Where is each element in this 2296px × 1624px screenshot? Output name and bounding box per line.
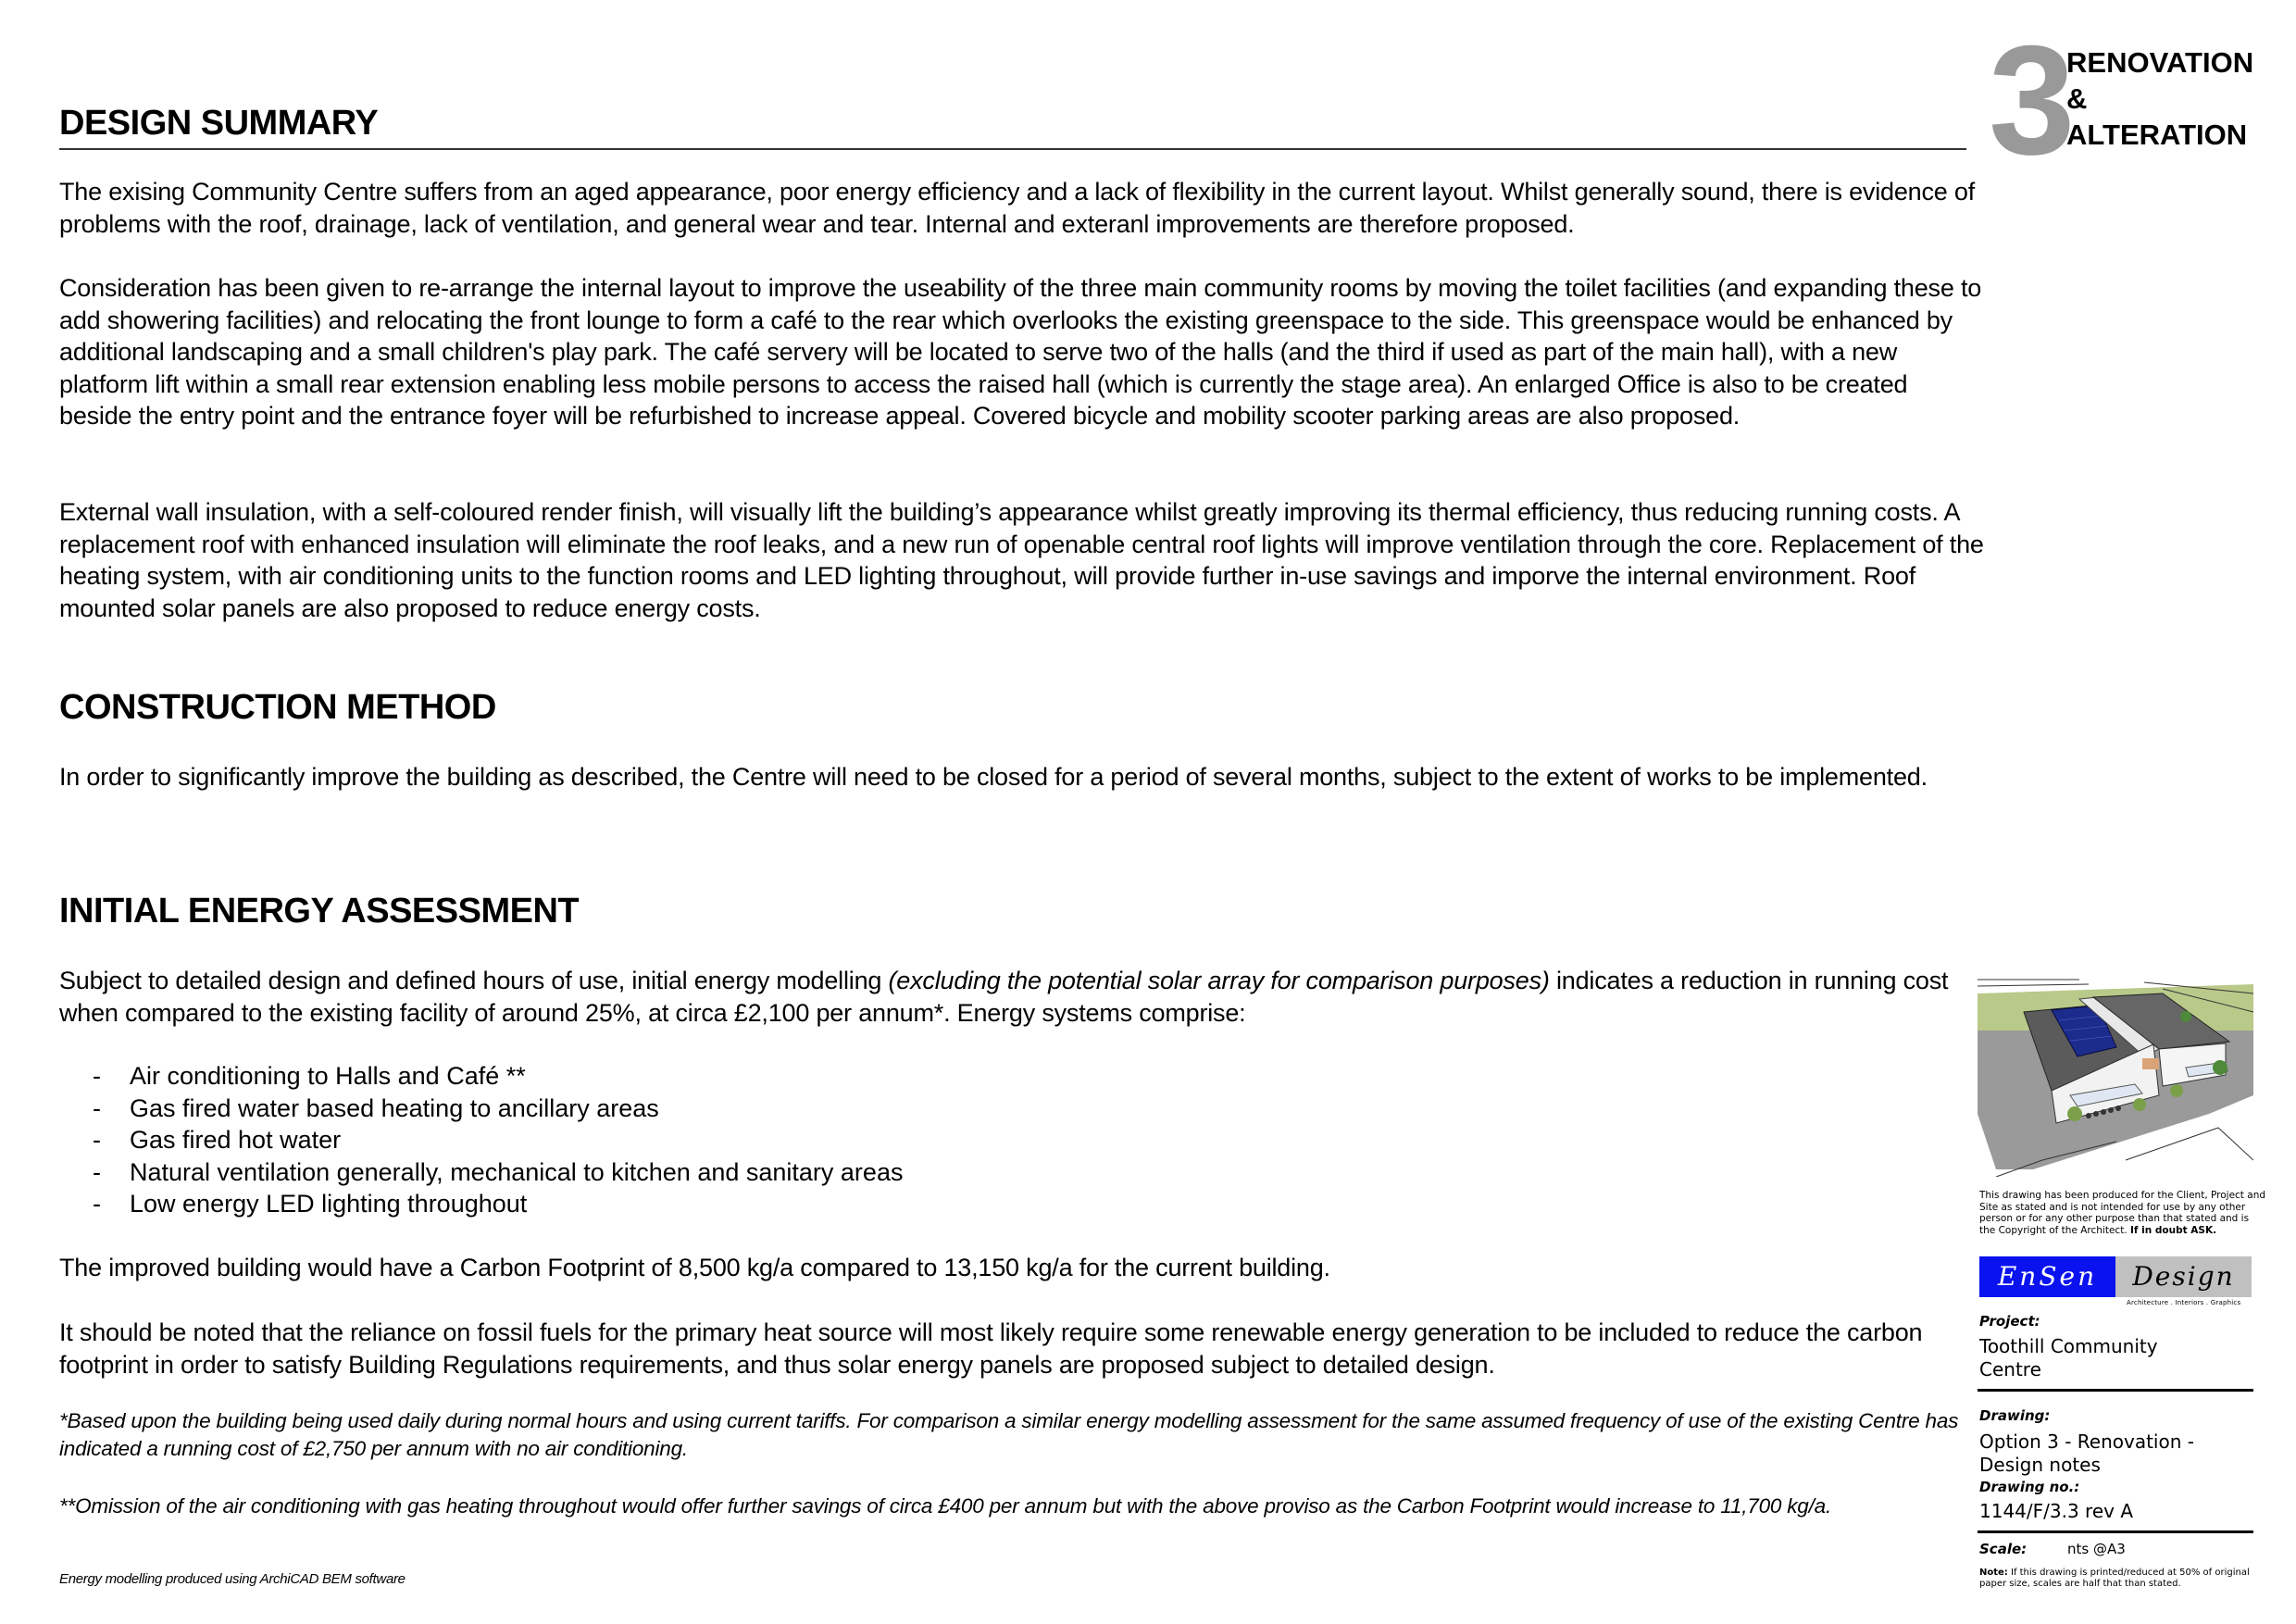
energy-assessment-intro	[59, 965, 1985, 1029]
note-text: If this drawing is printed/reduced at 50% of original paper size, scales are half that than stated.	[1979, 1568, 2250, 1589]
intro-text-end: indicates a reduction in running cost when compared to the existing facility of around 25%, at circa £2,100 per annum*. Energy systems comprise:	[59, 967, 1949, 1027]
list-item-text: Gas fired hot water	[130, 1126, 342, 1154]
option-title-line: ALTERATION	[2066, 119, 2248, 151]
building-render-image	[1978, 975, 2253, 1177]
list-item	[59, 1060, 903, 1093]
list-item-text: Natural ventilation generally, mechanical to kitchen and sanitary areas	[130, 1157, 904, 1186]
design-summary-paragraph-3: External wall insulation, with a self-coloured render finish, will visually lift the building’s appearance whilst greatly improving its thermal efficiency, thus reducing running costs. A replacement roof with enhanced insulation will eliminate the roof leaks, and a new run of openable central roof lights will improve ventilation through the core. Replacement of the heating system, with air conditioning units to the function rooms and LED lighting throughout, will provide further in-use savings and imporve the internal environment. Roof mounted solar panels are also proposed to reduce energy costs.	[59, 498, 1984, 622]
print-scale-note	[1979, 1568, 2266, 1590]
copyright-disclaimer	[1979, 1190, 2266, 1236]
note-label: Note:	[1979, 1568, 2008, 1578]
energy-assessment-heading: INITIAL ENERGY ASSESSMENT	[59, 892, 580, 931]
project-value: Toothill Community Centre	[1979, 1335, 2158, 1380]
disclaimer-bold: If in doubt ASK.	[2130, 1224, 2217, 1236]
construction-method-paragraph: In order to significantly improve the building as described, the Centre will need to be closed for a period of several months, subject to the extent of works to be implemented.	[59, 763, 1928, 791]
list-item-text: Low energy LED lighting throughout	[130, 1190, 528, 1218]
list-dash: -	[93, 1062, 101, 1090]
list-dash: -	[93, 1093, 101, 1122]
energy-systems-list	[59, 1060, 903, 1220]
logo-left: EnSen	[1979, 1256, 2115, 1297]
option-title-line: &	[2066, 82, 2088, 115]
project-label: Project:	[1979, 1313, 2040, 1330]
logo-right: Design	[2115, 1256, 2252, 1297]
scale-value: nts @A3	[2067, 1541, 2126, 1557]
title-block-divider	[1978, 1389, 2253, 1392]
footnote-1: *Based upon the building being used daily during normal hours and using current tariffs. For comparison a similar energy modelling assessment for the same assumed frequency of use of the existing Centre has indicated a running cost of £2,750 per annum with no air conditioning.	[59, 1409, 1959, 1460]
scale-label: Scale:	[1979, 1541, 2028, 1557]
disclaimer-text: This drawing has been produced for the Client, Project and Site as stated and is not intended for use by any other person or for any other purpose than that stated and is the Copyright of the Architect.	[1979, 1190, 2266, 1236]
logo-tagline: Architecture . Interiors . Graphics	[2127, 1299, 2241, 1306]
list-dash: -	[93, 1126, 101, 1154]
title-block-divider	[1978, 1530, 2253, 1533]
building-render-illustration	[1978, 975, 2253, 1177]
intro-text: Subject to detailed design and defined hours of use, initial energy modelling	[59, 967, 889, 994]
construction-method-heading: CONSTRUCTION METHOD	[59, 688, 496, 727]
heading-divider	[59, 148, 1966, 150]
list-item	[59, 1124, 903, 1156]
list-dash: -	[93, 1190, 101, 1218]
design-summary-paragraph-2: Consideration has been given to re-arrange the internal layout to improve the useability of the three main community rooms by moving the toilet facilities (and expanding these to add showering facilities) and relocating the front lounge to form a café to the rear which overlooks the existing greenspace to the side. This greenspace would be enhanced by additional landscaping and a small children's play park. The café servery will be located to serve two of the halls (and the third if used as part of the main hall), with a new platform lift within a small rear extension enabling less mobile persons to access the raised hall (which is currently the stage area). An enlarged Office is also to be created beside the entry point and the entrance foyer will be refurbished to increase appeal. Covered bicycle and mobility scooter parking areas are also proposed.	[59, 274, 1982, 430]
intro-italic-text: (excluding the potential solar array for comparison purposes)	[888, 967, 1550, 994]
list-item	[59, 1156, 903, 1189]
drawing-number-value: 1144/F/3.3 rev A	[1979, 1500, 2134, 1522]
design-summary-heading: DESIGN SUMMARY	[59, 104, 379, 143]
option-number: 3	[1989, 13, 2072, 187]
drawing-label: Drawing:	[1979, 1407, 2051, 1424]
renewables-note: It should be noted that the reliance on fossil fuels for the primary heat source will most likely require some renewable energy generation to be included to reduce the carbon footprint in order to satisfy Building Regulations requirements, and thus solar energy panels are proposed subject to detailed design.	[59, 1318, 1923, 1379]
ensen-design-logo	[1979, 1256, 2252, 1297]
list-item	[59, 1093, 903, 1125]
option-title	[2066, 44, 2253, 153]
list-dash: -	[93, 1157, 101, 1186]
drawing-number-label: Drawing no.:	[1979, 1479, 2080, 1495]
footnote-2: **Omission of the air conditioning with gas heating throughout would offer further savings of circa £400 per annum but with the above proviso as the Carbon Footprint would increase to 11,700 kg/a.	[59, 1494, 1832, 1518]
software-credit: Energy modelling produced using ArchiCAD BEM software	[59, 1571, 406, 1587]
list-item-text: Air conditioning to Halls and Café **	[130, 1062, 526, 1090]
carbon-footprint-statement: The improved building would have a Carbon Footprint of 8,500 kg/a compared to 13,150 kg/a for the current building.	[59, 1254, 1330, 1281]
list-item-text: Gas fired water based heating to ancillary areas	[130, 1093, 659, 1122]
drawing-value: Option 3 - Renovation - Design notes	[1979, 1430, 2194, 1476]
design-summary-paragraph-1: The exising Community Centre suffers from an aged appearance, poor energy efficiency and a lack of flexibility in the current layout. Whilst generally sound, there is evidence of problems with the roof, drainage, lack of ventilation, and general wear and tear. Internal and exteranl improvements are therefore proposed.	[59, 178, 1976, 238]
option-title-line: RENOVATION	[2066, 46, 2254, 79]
scale-row	[1979, 1541, 2266, 1557]
list-item	[59, 1188, 903, 1220]
